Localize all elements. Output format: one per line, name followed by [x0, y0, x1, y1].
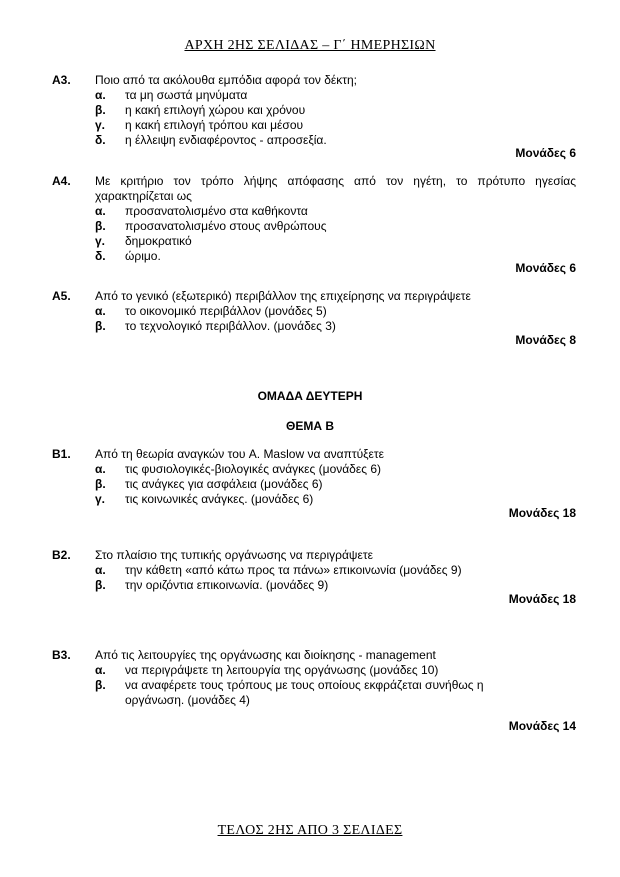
option-text: να περιγράψετε τη λειτουργία της οργάνωσης (μονάδες 10) [125, 663, 439, 677]
option-item [52, 219, 576, 234]
marks-a4: Μονάδες 6 [515, 261, 576, 275]
option-text: η κακή επιλογή χώρου και χρόνου [125, 103, 306, 117]
question-text: Ποιο από τα ακόλουθα εμπόδια αφορά τον δέκτη; [95, 73, 357, 87]
option-letter: β. [95, 678, 106, 692]
option-item [52, 563, 576, 578]
option-text: η κακή επιλογή τρόπου και μέσου [125, 118, 304, 132]
option-letter: α. [95, 563, 106, 577]
option-text: την οριζόντια επικοινωνία. (μονάδες 9) [125, 578, 329, 592]
page-footer: ΤΕΛΟΣ 2ΗΣ ΑΠΟ 3 ΣΕΛΙΔΕΣ [217, 823, 403, 838]
option-letter: β. [95, 578, 106, 592]
option-letter: γ. [95, 234, 106, 248]
option-item [52, 234, 576, 249]
marks-b2: Μονάδες 18 [508, 592, 576, 606]
option-text: δημοκρατικό [125, 234, 192, 248]
marks-b1: Μονάδες 18 [508, 506, 576, 520]
question-text: Από τις λειτουργίες της οργάνωσης και διοίκησης - management [95, 648, 436, 662]
group-title: ΟΜΑΔΑ ΔΕΥΤΕΡΗ [257, 389, 363, 403]
option-text: τις ανάγκες για ασφάλεια (μονάδες 6) [125, 477, 323, 491]
option-item [52, 249, 576, 264]
option-letter: δ. [95, 249, 106, 263]
option-item [52, 477, 576, 492]
question-b3 [52, 648, 576, 708]
question-label: Β3. [52, 648, 71, 662]
option-letter: α. [95, 462, 106, 476]
page-header: ΑΡΧΗ 2ΗΣ ΣΕΛΙΔΑΣ – Γ΄ ΗΜΕΡΗΣΙΩΝ [184, 38, 436, 53]
option-continuation [52, 693, 576, 708]
question-b1 [52, 447, 576, 507]
question-text-continued: χαρακτηρίζεται ως [95, 189, 192, 203]
question-text: Στο πλαίσιο της τυπικής οργάνωσης να περιγράψετε [95, 548, 373, 562]
marks-a3: Μονάδες 6 [515, 146, 576, 160]
option-item [52, 118, 576, 133]
option-text: να αναφέρετε τους τρόπους με τους οποίους εκφράζεται συνήθως η [125, 678, 484, 692]
question-text: Με κριτήριο τον τρόπο λήψης απόφασης από τον ηγέτη, το πρότυπο ηγεσίας [95, 174, 576, 188]
option-item [52, 133, 576, 148]
option-text-continued: οργάνωση. (μονάδες 4) [125, 693, 250, 707]
question-a4 [52, 174, 576, 264]
option-text: τις κοινωνικές ανάγκες. (μονάδες 6) [125, 492, 314, 506]
option-text: η έλλειψη ενδιαφέροντος - απροσεξία. [125, 133, 327, 147]
question-label: Β2. [52, 548, 71, 562]
option-text: τα μη σωστά μηνύματα [125, 88, 248, 102]
option-item [52, 578, 576, 593]
option-item [52, 462, 576, 477]
question-label: Α3. [52, 73, 71, 87]
question-a3 [52, 73, 576, 148]
option-letter: α. [95, 304, 106, 318]
option-letter: α. [95, 88, 106, 102]
question-label: Α5. [52, 289, 71, 303]
option-text: την κάθετη «από κάτω προς τα πάνω» επικοινωνία (μονάδες 9) [125, 563, 462, 577]
marks-b3: Μονάδες 14 [508, 719, 576, 733]
option-text: το τεχνολογικό περιβάλλον. (μονάδες 3) [125, 319, 336, 333]
option-text: ώριμο. [125, 249, 161, 263]
question-label: Β1. [52, 447, 71, 461]
option-item [52, 304, 576, 319]
option-text: προσανατολισμένο στα καθήκοντα [125, 204, 308, 218]
question-a5 [52, 289, 576, 334]
option-letter: δ. [95, 133, 106, 147]
theme-title: ΘΕΜΑ Β [286, 419, 334, 433]
marks-a5: Μονάδες 8 [515, 333, 576, 347]
option-letter: α. [95, 663, 106, 677]
option-letter: γ. [95, 118, 106, 132]
option-text: το οικονομικό περιβάλλον (μονάδες 5) [125, 304, 327, 318]
option-item [52, 678, 576, 693]
option-text: προσανατολισμένο στους ανθρώπους [125, 219, 327, 233]
question-label: Α4. [52, 174, 71, 188]
question-text: Από τη θεωρία αναγκών του A. Maslow να αναπτύξετε [95, 447, 384, 461]
option-letter: γ. [95, 492, 106, 506]
option-letter: β. [95, 103, 106, 117]
option-item [52, 492, 576, 507]
option-letter: β. [95, 219, 106, 233]
option-letter: β. [95, 319, 106, 333]
option-letter: β. [95, 477, 106, 491]
option-letter: α. [95, 204, 106, 218]
option-item [52, 103, 576, 118]
option-item [52, 88, 576, 103]
option-text: τις φυσιολογικές-βιολογικές ανάγκες (μονάδες 6) [125, 462, 381, 476]
question-b2 [52, 548, 576, 593]
question-text: Από το γενικό (εξωτερικό) περιβάλλον της επιχείρησης να περιγράψετε [95, 289, 471, 303]
option-item [52, 204, 576, 219]
option-item [52, 319, 576, 334]
option-item [52, 663, 576, 678]
